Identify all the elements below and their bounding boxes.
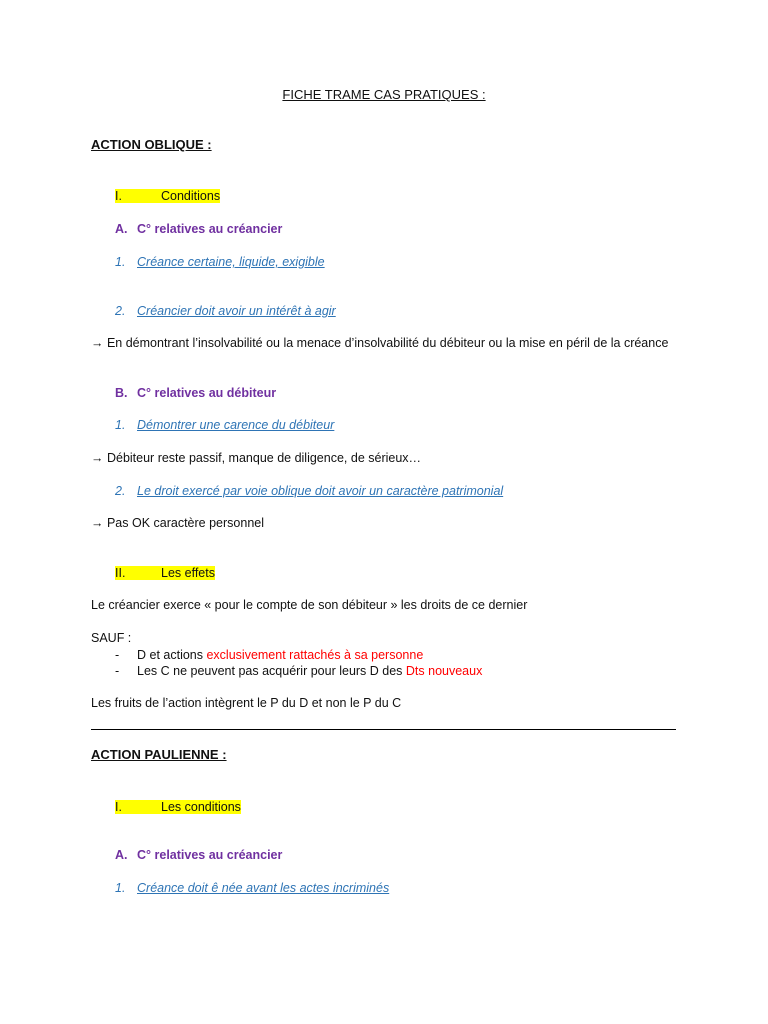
section-highlight (115, 189, 220, 203)
subsection-B-debiteur (115, 385, 276, 401)
section-highlight (115, 800, 241, 814)
item-label: Démontrer une carence du débiteur (137, 418, 335, 432)
arrow-note-passif: → Débiteur reste passif, manque de diligence, de sérieux… (91, 451, 422, 465)
bullet-dash: - (115, 664, 120, 678)
item-label: Le droit exercé par voie oblique doit avoir un caractère patrimonial (137, 484, 504, 498)
subsection-letter: A. (115, 848, 128, 862)
effets-paragraph: Le créancier exerce « pour le compte de son débiteur » les droits de ce dernier (91, 598, 528, 612)
horizontal-divider (91, 729, 676, 730)
section-les-conditions (115, 799, 241, 815)
item-A1 (115, 254, 325, 270)
bullet-item-2 (115, 663, 482, 679)
bullet-dash: - (115, 648, 120, 662)
subsection-label: C° relatives au créancier (137, 222, 283, 236)
subsection-label: C° relatives au débiteur (137, 386, 277, 400)
bullet-text: D et actions (137, 648, 207, 662)
item-number: 1. (115, 418, 126, 432)
item-number: 1. (115, 255, 126, 269)
heading-action-paulienne: ACTION PAULIENNE : (91, 747, 227, 762)
section-label: Les effets (161, 566, 215, 580)
item-paulienne-A1 (115, 880, 389, 896)
sauf-label: SAUF : (91, 631, 132, 645)
fruits-paragraph: Les fruits de l’action intègrent le P du D et non le P du C (91, 696, 402, 710)
bullet-red-text: exclusivement rattachés à sa personne (206, 648, 424, 662)
item-B2 (115, 483, 503, 499)
section-effets (115, 565, 215, 581)
item-number: 2. (115, 484, 126, 498)
item-label: Créance doit ê née avant les actes incriminés (137, 881, 390, 895)
section-number: I. (115, 800, 122, 814)
subsection-letter: A. (115, 222, 128, 236)
document-title: FICHE TRAME CAS PRATIQUES : (282, 87, 486, 102)
subsection-A-creancier (115, 221, 282, 237)
section-label: Les conditions (161, 800, 241, 814)
subsection-letter: B. (115, 386, 128, 400)
section-number: I. (115, 189, 122, 203)
section-highlight (115, 566, 215, 580)
subsection-label: C° relatives au créancier (137, 848, 283, 862)
item-label: Créance certaine, liquide, exigible (137, 255, 325, 269)
section-label: Conditions (161, 189, 221, 203)
item-A2 (115, 303, 336, 319)
item-number: 1. (115, 881, 126, 895)
section-conditions (115, 188, 220, 204)
item-number: 2. (115, 304, 126, 318)
arrow-note-insolvabilite: → En démontrant l’insolvabilité ou la menace d’insolvabilité du débiteur ou la mise en péril de la créance (91, 336, 669, 350)
item-label: Créancier doit avoir un intérêt à agir (137, 304, 336, 318)
bullet-red-text: Dts nouveaux (405, 664, 483, 678)
subsection-A-creancier-paulienne (115, 847, 282, 863)
item-B1 (115, 417, 334, 433)
bullet-text: Les C ne peuvent pas acquérir pour leurs D des (137, 664, 406, 678)
bullet-item-1 (115, 647, 423, 663)
heading-action-oblique: ACTION OBLIQUE : (91, 137, 212, 152)
section-number: II. (115, 566, 126, 580)
arrow-note-personnel: → Pas OK caractère personnel (91, 516, 264, 530)
